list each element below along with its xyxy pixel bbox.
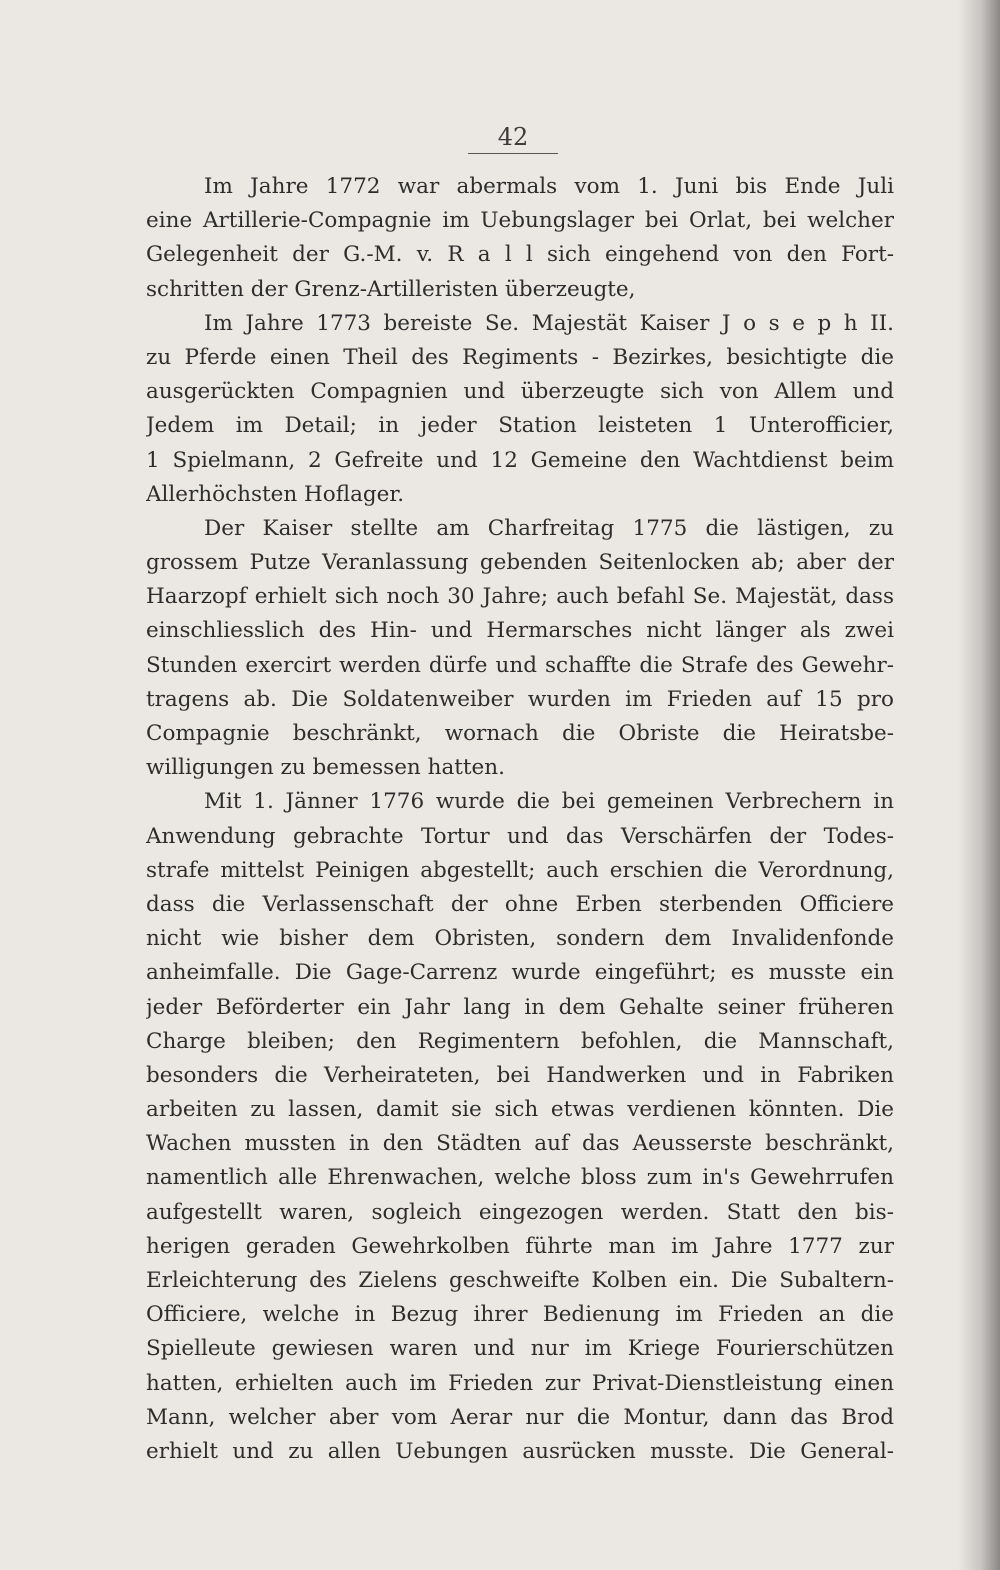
text-line: Allerhöchsten Hoflager. [146,481,405,507]
text-line: Erleichterung des Zielens geschweifte Kolben ein. Die Subaltern- [146,1268,894,1293]
text-line: einschliesslich des Hin- und Hermarsches nicht länger als zwei [146,618,894,644]
text-line: tragens ab. Die Soldatenweiber wurden im Frieden auf 15 pro [146,686,894,712]
text-line: ausgerückten Compagnien und überzeugte sich von Allem und [146,379,894,405]
text-line: nicht wie bisher dem Obristen, sondern dem Invalidenfonde [146,926,894,952]
text-line: Officiere, welche in Bezug ihrer Bedienung im Frieden an die [146,1302,894,1328]
text-line: 1 Spielmann, 2 Gefreite und 12 Gemeine den Wachtdienst beim [146,447,894,473]
text-line: Anwendung gebrachte Tortur und das Verschärfen der Todes- [146,823,894,849]
text-line: erhielt und zu allen Uebungen ausrücken musste. Die General- [146,1438,894,1464]
text-line: Mit 1. Jänner 1776 wurde die bei gemeinen Verbrechern in [204,789,894,815]
text-line: schritten der Grenz-Artilleristen überzeugte, [146,276,636,302]
text-line: Compagnie beschränkt, wornach die Obriste die Heiratsbe- [146,721,894,746]
text-line: grossem Putze Veranlassung gebenden Seitenlocken ab; aber der [146,550,894,576]
text-line: aufgestellt waren, sogleich eingezogen werden. Statt den bis- [146,1199,894,1225]
page-number-rule [468,153,558,154]
text-line: Haarzopf erhielt sich noch 30 Jahre; auch befahl Se. Majestät, dass [146,584,894,610]
body-text [146,170,894,1469]
text-line: jeder Beförderter ein Jahr lang in dem Gehalte seiner früheren [146,994,894,1020]
text-line: Im Jahre 1772 war abermals vom 1. Juni bis Ende Juli [204,174,894,199]
text-line: zu Pferde einen Theil des Regiments - Bezirkes, besichtigte die [146,344,894,370]
text-line: Mann, welcher aber vom Aerar nur die Montur, dann das Brod [146,1404,894,1430]
text-line: Gelegenheit der G.-M. v. R a l l sich eingehend von den Fort- [146,242,894,268]
text-line: besonders die Verheirateten, bei Handwerken und in Fabriken [146,1062,894,1088]
page-number: 42 [497,123,529,151]
page-edge-shadow [958,0,1000,1570]
text-line: strafe mittelst Peinigen abgestellt; auch erschien die Verordnung, [146,857,894,883]
text-line: Charge bleiben; den Regimentern befohlen, die Mannschaft, [146,1028,894,1054]
text-line: dass die Verlassenschaft der ohne Erben sterbenden Officiere [146,891,894,917]
text-line: willigungen zu bemessen hatten. [146,755,505,781]
text-line: anheimfalle. Die Gage-Carrenz wurde eingeführt; es musste ein [146,960,894,986]
text-line: Wachen mussten in den Städten auf das Aeusserste beschränkt, [146,1131,894,1157]
text-line: Stunden exercirt werden dürfe und schaffte die Strafe des Gewehr- [146,652,894,678]
text-line: namentlich alle Ehrenwachen, welche bloss zum in's Gewehrrufen [146,1165,894,1191]
text-line: Jedem im Detail; in jeder Station leisteten 1 Unterofficier, [146,413,894,439]
text-line: eine Artillerie-Compagnie im Uebungslager bei Orlat, bei welcher [146,208,894,234]
text-line: Der Kaiser stellte am Charfreitag 1775 die lästigen, zu [204,515,894,541]
text-line: hatten, erhielten auch im Frieden zur Privat-Dienstleistung einen [146,1370,894,1396]
text-line: Spielleute gewiesen waren und nur im Kriege Fourierschützen [146,1336,894,1362]
text-line: Im Jahre 1773 bereiste Se. Majestät Kaiser J o s e p h II. [204,310,894,336]
text-line: arbeiten zu lassen, damit sie sich etwas verdienen könnten. Die [146,1097,894,1123]
text-line: herigen geraden Gewehrkolben führte man im Jahre 1777 zur [146,1233,894,1259]
